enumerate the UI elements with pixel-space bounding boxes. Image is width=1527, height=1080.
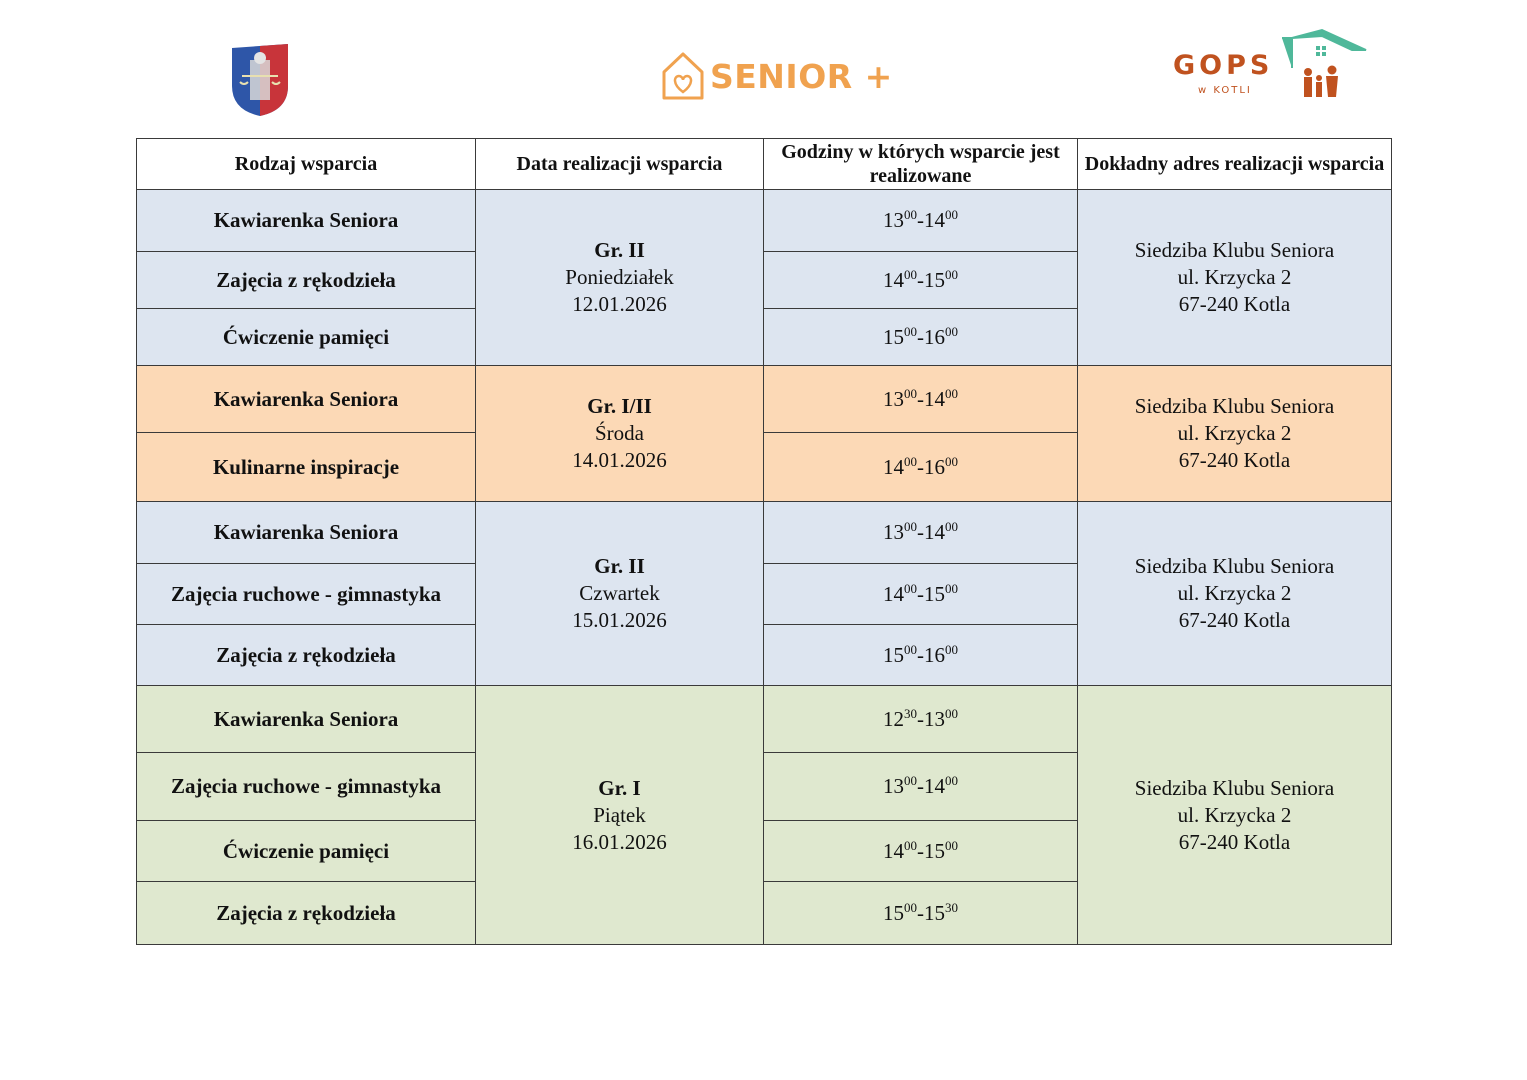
end-minutes: 00 <box>945 207 958 222</box>
group-label: Gr. II <box>594 554 645 578</box>
end-minutes: 00 <box>945 641 958 657</box>
activity-cell: Zajęcia z rękodzieła <box>137 882 476 945</box>
header-row <box>137 139 1392 190</box>
hours-cell <box>764 564 1078 625</box>
date-label: 15.01.2026 <box>572 608 667 632</box>
address-cell <box>1078 502 1392 686</box>
activity-cell: Kulinarne inspiracje <box>137 433 476 502</box>
date-label: 16.01.2026 <box>572 829 667 854</box>
date-cell <box>476 686 764 945</box>
end-minutes: 00 <box>945 266 958 282</box>
end-hour: 16 <box>924 642 945 667</box>
family-house-icon <box>1278 28 1368 104</box>
start-minutes: 30 <box>904 705 917 721</box>
start-hour: 12 <box>883 706 904 731</box>
start-hour: 14 <box>883 581 904 606</box>
end-minutes: 30 <box>945 899 958 915</box>
gops-label: GOPS <box>1173 50 1274 81</box>
hours-cell <box>764 366 1078 433</box>
end-hour: 14 <box>924 520 945 544</box>
end-minutes: 00 <box>945 580 958 596</box>
hours-cell <box>764 821 1078 882</box>
start-minutes: 00 <box>904 580 917 596</box>
start-hour: 13 <box>883 208 904 232</box>
address-line-1: Siedziba Klubu Seniora <box>1134 554 1335 578</box>
end-minutes: 00 <box>945 385 958 401</box>
end-minutes: 00 <box>945 453 958 469</box>
start-hour: 14 <box>883 838 904 863</box>
start-minutes: 00 <box>904 773 917 788</box>
address-line-2: ul. Krzycka 2 <box>1177 581 1292 605</box>
table-row <box>137 502 1392 564</box>
header-date: Data realizacji wsparcia <box>476 139 764 190</box>
activity-cell: Kawiarenka Seniora <box>137 502 476 564</box>
end-hour: 16 <box>924 324 945 349</box>
header-type: Rodzaj wsparcia <box>137 139 476 190</box>
start-hour: 13 <box>883 774 904 798</box>
activity-cell: Ćwiczenie pamięci <box>137 309 476 366</box>
start-minutes: 00 <box>904 899 917 915</box>
hours-cell <box>764 502 1078 564</box>
start-minutes: 00 <box>904 641 917 657</box>
header-address: Dokładny adres realizacji wsparcia <box>1078 139 1392 190</box>
day-label: Czwartek <box>579 581 660 605</box>
address-line-3: 67-240 Kotla <box>1178 608 1291 632</box>
activity-cell: Kawiarenka Seniora <box>137 686 476 753</box>
time-separator: - <box>917 581 924 606</box>
date-cell <box>476 190 764 366</box>
date-cell <box>476 502 764 686</box>
table-row <box>137 686 1392 753</box>
end-hour: 15 <box>924 581 945 606</box>
gops-logo <box>1170 28 1370 104</box>
hours-cell <box>764 309 1078 366</box>
time-separator: - <box>917 208 924 232</box>
start-hour: 15 <box>883 324 904 349</box>
logo-bar <box>0 0 1527 130</box>
time-separator: - <box>917 454 924 479</box>
address-line-1: Siedziba Klubu Seniora <box>1134 775 1335 800</box>
end-hour: 16 <box>924 454 945 479</box>
hours-cell <box>764 882 1078 945</box>
group-label: Gr. II <box>594 238 645 262</box>
address-line-3: 67-240 Kotla <box>1178 448 1291 472</box>
end-minutes: 00 <box>945 837 958 853</box>
time-separator: - <box>917 900 924 925</box>
house-heart-icon <box>660 50 706 102</box>
schedule-table <box>136 138 1392 945</box>
activity-cell: Ćwiczenie pamięci <box>137 821 476 882</box>
end-minutes: 00 <box>945 705 958 721</box>
group-label: Gr. I/II <box>587 394 652 418</box>
address-cell <box>1078 686 1392 945</box>
hours-cell <box>764 753 1078 821</box>
address-line-2: ul. Krzycka 2 <box>1177 421 1292 445</box>
day-label: Piątek <box>593 802 646 827</box>
activity-cell: Kawiarenka Seniora <box>137 366 476 433</box>
start-minutes: 00 <box>904 837 917 853</box>
address-line-3: 67-240 Kotla <box>1178 829 1291 854</box>
day-label: Poniedziałek <box>565 265 674 289</box>
activity-cell: Kawiarenka Seniora <box>137 190 476 252</box>
address-line-3: 67-240 Kotla <box>1178 292 1291 316</box>
end-hour: 14 <box>924 386 945 411</box>
start-minutes: 00 <box>904 453 917 469</box>
header-hours: Godziny w których wsparcie jest realizowane <box>764 139 1078 190</box>
end-hour: 15 <box>924 900 945 925</box>
start-minutes: 00 <box>904 385 917 401</box>
activity-cell: Zajęcia ruchowe - gimnastyka <box>137 564 476 625</box>
address-line-1: Siedziba Klubu Seniora <box>1134 394 1335 418</box>
address-line-2: ul. Krzycka 2 <box>1177 265 1292 289</box>
start-hour: 13 <box>883 520 904 544</box>
start-hour: 15 <box>883 900 904 925</box>
end-hour: 15 <box>924 838 945 863</box>
start-hour: 14 <box>883 267 904 292</box>
table-row <box>137 190 1392 252</box>
end-minutes: 00 <box>945 773 958 788</box>
hours-cell <box>764 625 1078 686</box>
group-label: Gr. I <box>598 775 641 800</box>
time-separator: - <box>917 706 924 731</box>
end-hour: 14 <box>924 774 945 798</box>
start-minutes: 00 <box>904 266 917 282</box>
date-label: 12.01.2026 <box>572 292 667 316</box>
gops-sublabel: w KOTLI <box>1198 85 1252 96</box>
date-label: 14.01.2026 <box>572 448 667 472</box>
time-separator: - <box>917 642 924 667</box>
time-separator: - <box>917 520 924 544</box>
end-minutes: 00 <box>945 323 958 339</box>
address-line-1: Siedziba Klubu Seniora <box>1134 238 1335 262</box>
start-hour: 15 <box>883 642 904 667</box>
hours-cell <box>764 433 1078 502</box>
date-cell <box>476 366 764 502</box>
end-hour: 15 <box>924 267 945 292</box>
table-row <box>137 366 1392 433</box>
coat-of-arms-icon <box>228 42 292 118</box>
end-hour: 13 <box>924 706 945 731</box>
start-minutes: 00 <box>904 323 917 339</box>
senior-plus-label: SENIOR + <box>710 56 893 96</box>
start-hour: 13 <box>883 386 904 411</box>
activity-cell: Zajęcia ruchowe - gimnastyka <box>137 753 476 821</box>
start-minutes: 00 <box>904 207 917 222</box>
time-separator: - <box>917 386 924 411</box>
start-hour: 14 <box>883 454 904 479</box>
start-minutes: 00 <box>904 519 917 534</box>
hours-cell <box>764 252 1078 309</box>
activity-cell: Zajęcia z rękodzieła <box>137 252 476 309</box>
hours-cell <box>764 686 1078 753</box>
day-label: Środa <box>595 421 644 445</box>
address-line-2: ul. Krzycka 2 <box>1177 802 1292 827</box>
end-minutes: 00 <box>945 519 958 534</box>
address-cell <box>1078 366 1392 502</box>
time-separator: - <box>917 324 924 349</box>
time-separator: - <box>917 838 924 863</box>
senior-plus-logo <box>660 48 893 104</box>
activity-cell: Zajęcia z rękodzieła <box>137 625 476 686</box>
time-separator: - <box>917 267 924 292</box>
hours-cell <box>764 190 1078 252</box>
address-cell <box>1078 190 1392 366</box>
time-separator: - <box>917 774 924 798</box>
end-hour: 14 <box>924 208 945 232</box>
